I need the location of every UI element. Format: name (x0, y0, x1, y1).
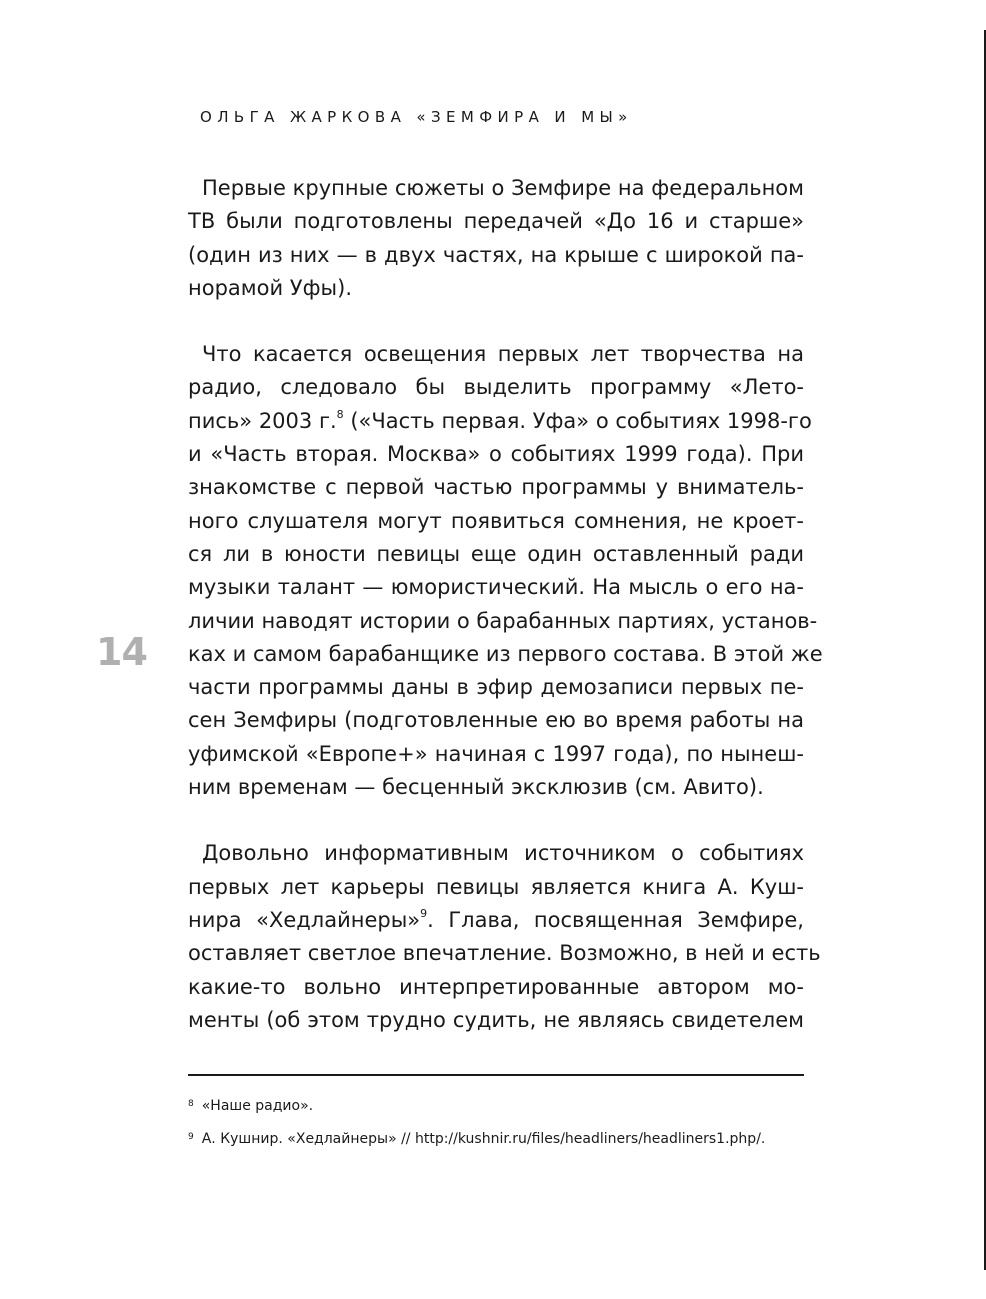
page-number: 14 (96, 630, 147, 674)
body-text (188, 172, 823, 1070)
text-line: ся ли в юности певицы еще один оставленный ради (188, 541, 804, 566)
footnote-8 (188, 1096, 804, 1118)
paragraph-3 (188, 837, 821, 1037)
text-line: знакомстве с первой частью программы у вниматель- (188, 475, 804, 500)
text-line: менты (об этом трудно судить, не являясь свидетелем (188, 1007, 804, 1032)
footnote-text[interactable]: А. Кушнир. «Хедлайнеры» // http://kushnir.ru/files/headliners/headliners1.php/. (201, 1131, 766, 1147)
footnote-divider (188, 1074, 804, 1076)
paragraph-2 (188, 338, 823, 804)
text-line: музыки талант — юмористический. На мысль о его на- (188, 575, 804, 600)
text-line: и «Часть вторая. Москва» о событиях 1999 года). При (188, 442, 804, 467)
text-line: какие-то вольно интерпретированные автором мо- (188, 974, 804, 999)
footnote-9 (188, 1129, 804, 1151)
text-line: радио, следовало бы выделить программу «Лето- (188, 375, 804, 400)
footnotes (188, 1096, 804, 1162)
text-segment: пись» 2003 г. (188, 408, 337, 433)
text-line-with-footnote (188, 904, 804, 937)
text-line: Первые крупные сюжеты о Земфире на федеральном (202, 176, 804, 200)
text-line: первых лет карьеры певицы является книга А. Куш- (188, 874, 804, 899)
footnote-number: 9 (188, 1132, 194, 1142)
footnote-number: 8 (188, 1099, 194, 1109)
footnote-text: «Наше радио». (201, 1098, 314, 1114)
text-line: личии наводят истории о барабанных партиях, установ- (188, 608, 818, 633)
text-line: ним временам — бесценный эксклюзив (см. Авито). (188, 775, 764, 800)
text-line: оставляет светлое впечатление. Возможно, в ней и есть (188, 941, 821, 966)
footnote-ref-9[interactable]: 9 (420, 906, 428, 920)
text-line: Что касается освещения первых лет творчества на (202, 342, 804, 367)
text-segment: («Часть первая. Уфа» о событиях 1998-го (343, 408, 812, 433)
text-segment: . Глава, посвященная Земфире, (427, 907, 804, 932)
text-segment: нира «Хедлайнеры» (188, 907, 421, 932)
text-line: норамой Уфы). (188, 275, 352, 300)
text-line: сен Земфиры (подготовленные ею во время работы на (188, 708, 804, 733)
text-line: части программы даны в эфир демозаписи первых пе- (188, 675, 804, 700)
paragraph-1 (188, 172, 804, 305)
text-line: Довольно информативным источником о событиях (202, 841, 804, 866)
text-line: уфимской «Европе+» начиная с 1997 года), по нынеш- (188, 741, 804, 766)
text-line: ного слушателя могут появиться сомнения, не кроет- (188, 508, 804, 533)
running-head: ОЛЬГА ЖАРКОВА «ЗЕМФИРА И МЫ» (200, 108, 633, 126)
text-line-with-footnote (188, 405, 812, 438)
footnote-ref-8[interactable]: 8 (336, 407, 344, 421)
text-line: ТВ были подготовлены передачей «До 16 и старше» (188, 209, 804, 234)
text-line: ках и самом барабанщике из первого состава. В этой же (188, 641, 823, 666)
text-line: (один из них — в двух частях, на крыше с широкой па- (188, 242, 804, 267)
